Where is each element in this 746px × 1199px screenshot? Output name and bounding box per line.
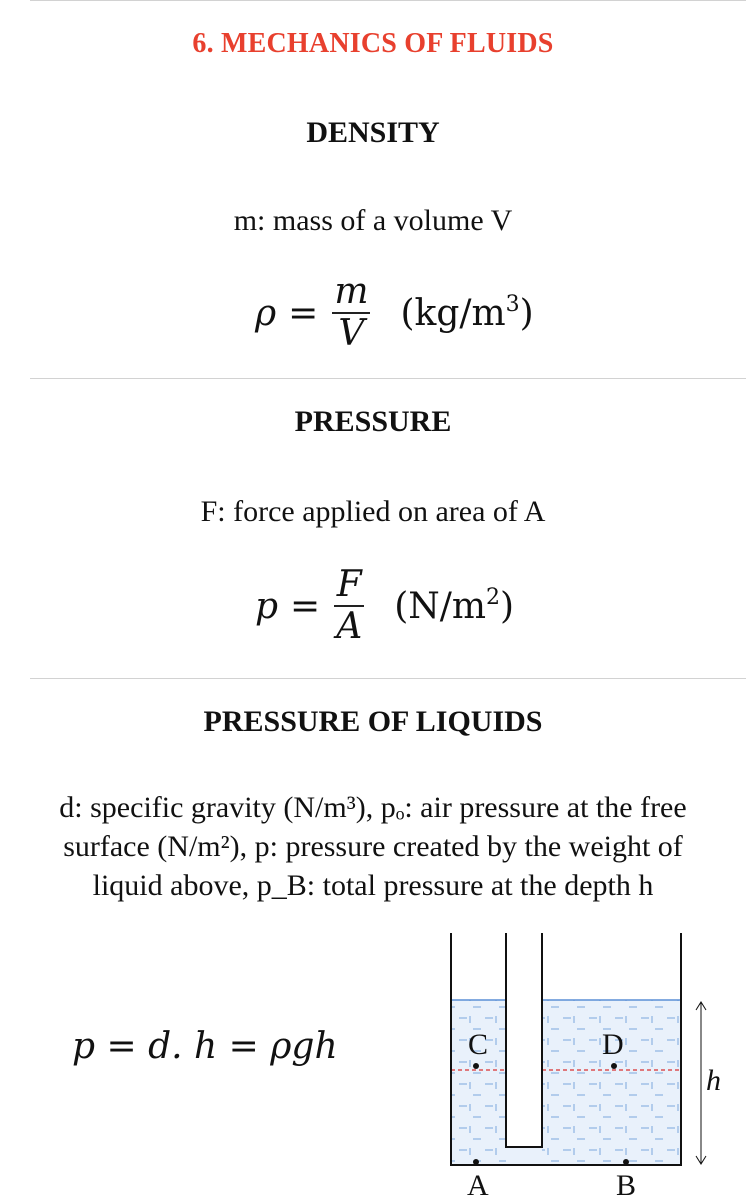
point-d-dot xyxy=(611,1063,617,1069)
density-heading: DENSITY xyxy=(306,116,440,149)
liquids-heading: PRESSURE OF LIQUIDS xyxy=(203,705,543,738)
depth-arrow xyxy=(696,1002,706,1164)
point-b-dot xyxy=(623,1159,629,1165)
description-line: surface (N/m²), p: pressure created by the weight of xyxy=(63,830,683,863)
density-unit: $(kg/m^3)$ xyxy=(400,292,534,334)
page-title: 6. MECHANICS OF FLUIDS xyxy=(192,28,554,59)
description-line: d: specific gravity (N/m³), pₒ: air pressure at the free xyxy=(59,791,687,824)
point-c-dot xyxy=(473,1063,479,1069)
pressure-formula xyxy=(255,565,514,647)
density-equals: = xyxy=(288,292,319,334)
density-formula xyxy=(255,272,534,354)
point-b-label: B xyxy=(616,1169,637,1197)
pressure-numerator: F xyxy=(336,564,362,605)
density-fraction xyxy=(332,272,370,354)
description-line: liquid above, p_B: total pressure at the depth h xyxy=(92,869,654,902)
divider xyxy=(30,378,746,379)
liquids-description xyxy=(10,788,736,905)
pressure-denominator: A xyxy=(336,606,363,647)
divider xyxy=(30,678,746,679)
liquid-region xyxy=(451,1000,681,1165)
point-a-dot xyxy=(473,1159,479,1165)
pressure-symbol: p xyxy=(255,585,279,627)
density-description: m: mass of a volume V xyxy=(233,204,513,237)
pressure-heading: PRESSURE xyxy=(294,405,452,438)
pressure-fraction xyxy=(334,565,364,647)
point-d-label: D xyxy=(602,1028,624,1061)
depth-label: h xyxy=(706,1064,721,1097)
density-symbol: ρ xyxy=(255,292,277,334)
density-numerator: m xyxy=(334,271,369,312)
density-denominator: V xyxy=(338,313,365,354)
tube-in-vessel-diagram xyxy=(430,925,730,1197)
pressure-description: F: force applied on area of A xyxy=(200,495,546,528)
inner-tube xyxy=(506,933,542,1147)
point-c-label: C xyxy=(468,1028,489,1061)
pressure-unit: $(N/m^2)$ xyxy=(394,585,515,627)
liquid-pressure-formula: p = d. h = ρgh xyxy=(72,1026,338,1067)
pressure-equals: = xyxy=(290,585,321,627)
point-a-label: A xyxy=(467,1169,489,1197)
top-divider xyxy=(30,0,746,1)
